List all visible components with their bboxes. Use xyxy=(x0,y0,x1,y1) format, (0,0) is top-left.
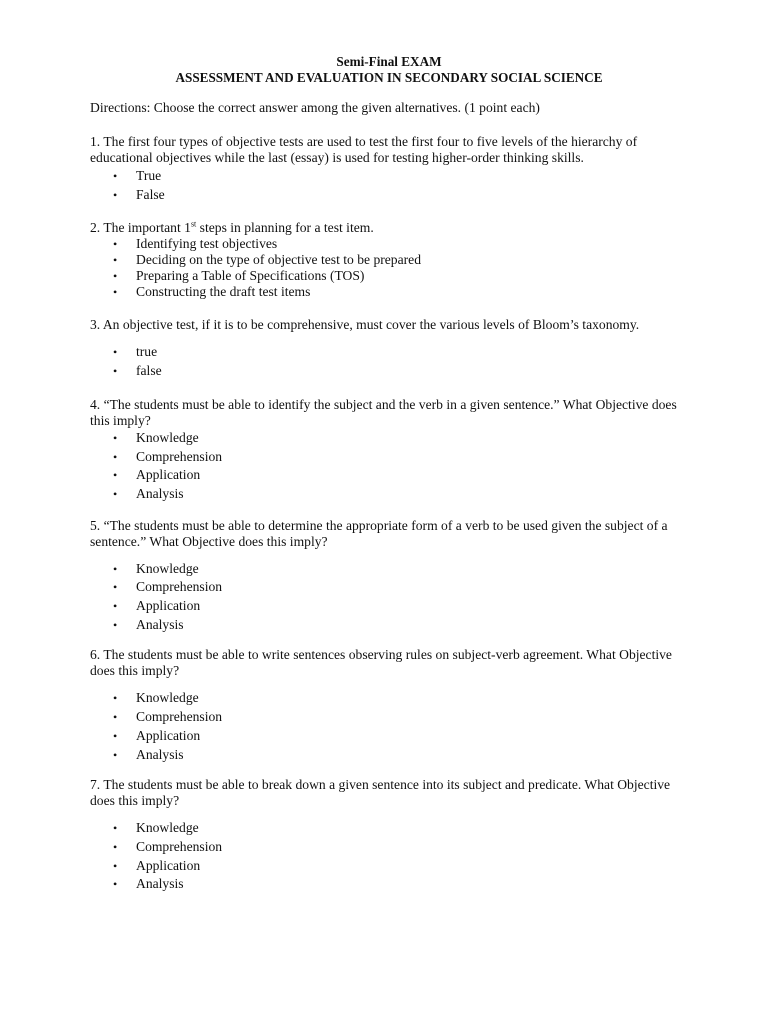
exam-title: Semi-Final EXAM xyxy=(336,54,442,69)
bullet-icon: • xyxy=(113,728,118,743)
question-7-options xyxy=(90,819,690,894)
bullet-icon: • xyxy=(113,561,118,576)
question-7 xyxy=(90,777,690,894)
question-3-options xyxy=(90,343,690,380)
option xyxy=(90,485,690,504)
bullet-icon: • xyxy=(113,747,118,762)
bullet-icon: • xyxy=(113,877,118,892)
bullet-icon: • xyxy=(113,468,118,483)
option xyxy=(90,616,690,635)
question-3 xyxy=(90,317,690,380)
option-label: Preparing a Table of Specifications (TOS) xyxy=(136,268,365,284)
question-6-options xyxy=(90,689,690,764)
bullet-icon: • xyxy=(113,187,118,202)
bullet-icon: • xyxy=(113,710,118,725)
option xyxy=(90,343,690,362)
option-label: Comprehension xyxy=(136,709,223,725)
exam-page xyxy=(90,54,690,894)
question-7-stem: 7. The students must be able to break down a given sentence into its subject and predicate. What Objective does this imply? xyxy=(90,777,671,809)
option xyxy=(90,689,690,708)
bullet-icon: • xyxy=(113,449,118,464)
option xyxy=(90,819,690,838)
option xyxy=(90,560,690,579)
question-1-options xyxy=(90,167,690,204)
question-1-stem: 1. The first four types of objective tests are used to test the first four to five levels of the hierarchy of educational objectives while the last (essay) is used for testing higher-order thinking skills. xyxy=(90,134,638,165)
option-label: Knowledge xyxy=(136,820,199,836)
question-6 xyxy=(90,647,690,764)
bullet-icon: • xyxy=(113,839,118,854)
option xyxy=(90,429,690,448)
option-label: Analysis xyxy=(136,746,184,762)
option-label: Comprehension xyxy=(136,448,223,464)
option-label: Application xyxy=(136,467,201,483)
option xyxy=(90,875,690,894)
question-5 xyxy=(90,518,690,635)
exam-subtitle: ASSESSMENT AND EVALUATION IN SECONDARY SOCIAL SCIENCE xyxy=(175,70,603,85)
exam-header xyxy=(89,54,689,86)
option-label: Identifying test objectives xyxy=(136,236,278,252)
option xyxy=(90,448,690,467)
option xyxy=(90,252,690,268)
bullet-icon: • xyxy=(113,599,118,614)
option-label: False xyxy=(136,186,165,202)
question-6-stem: 6. The students must be able to write sentences observing rules on subject-verb agreement. What Objective does this imply? xyxy=(90,647,672,679)
question-2 xyxy=(90,220,690,300)
option xyxy=(90,236,690,252)
question-4-stem: 4. “The students must be able to identify the subject and the verb in a given sentence.” What Objective does this imply? xyxy=(90,396,677,428)
option-label: Application xyxy=(136,727,201,743)
bullet-icon: • xyxy=(113,821,118,836)
bullet-icon: • xyxy=(113,237,118,252)
option xyxy=(90,362,690,381)
option xyxy=(90,268,690,284)
option xyxy=(90,167,690,186)
question-1 xyxy=(90,134,690,204)
option xyxy=(90,727,690,746)
option-label: Comprehension xyxy=(136,579,223,595)
bullet-icon: • xyxy=(113,169,118,183)
bullet-icon: • xyxy=(113,364,118,379)
option-label: Comprehension xyxy=(136,838,223,854)
option-label: false xyxy=(136,363,162,379)
option-label: Application xyxy=(136,857,201,873)
option xyxy=(90,186,690,205)
option xyxy=(90,466,690,485)
option xyxy=(90,578,690,597)
bullet-icon: • xyxy=(113,580,118,595)
bullet-icon: • xyxy=(113,691,118,706)
option-label: Knowledge xyxy=(136,429,199,445)
option-label: Constructing the draft test items xyxy=(136,284,311,300)
question-2-options xyxy=(90,236,690,300)
option xyxy=(90,708,690,727)
option xyxy=(90,838,690,857)
option-label: Analysis xyxy=(136,616,184,632)
bullet-icon: • xyxy=(113,486,118,501)
bullet-icon: • xyxy=(113,430,118,445)
question-3-stem: 3. An objective test, if it is to be comprehensive, must cover the various levels of Bloom’s taxonomy. xyxy=(90,317,640,333)
bullet-icon: • xyxy=(113,253,118,268)
bullet-icon: • xyxy=(113,345,118,360)
bullet-icon: • xyxy=(113,617,118,632)
option-label: Application xyxy=(136,598,201,614)
option xyxy=(90,857,690,876)
option-label: true xyxy=(136,344,158,360)
option-label: True xyxy=(136,168,162,183)
option xyxy=(90,284,690,300)
option-label: Deciding on the type of objective test to be prepared xyxy=(136,252,421,268)
option-label: Analysis xyxy=(136,876,184,892)
option-label: Knowledge xyxy=(136,690,199,706)
question-5-options xyxy=(90,560,690,635)
question-4-options xyxy=(90,429,690,504)
bullet-icon: • xyxy=(113,858,118,873)
question-4 xyxy=(90,397,690,504)
question-2-stem: 2. The important 1st steps in planning for a test item. xyxy=(90,219,374,236)
option-label: Analysis xyxy=(136,485,184,501)
bullet-icon: • xyxy=(113,269,118,284)
bullet-icon: • xyxy=(113,285,118,300)
option xyxy=(90,597,690,616)
question-5-stem: 5. “The students must be able to determine the appropriate form of a verb to be used given the subject of a sentence.” What Objective does this imply? xyxy=(90,517,668,549)
option xyxy=(90,746,690,765)
option-label: Knowledge xyxy=(136,560,199,576)
directions: Directions: Choose the correct answer among the given alternatives. (1 point each) xyxy=(90,100,540,115)
